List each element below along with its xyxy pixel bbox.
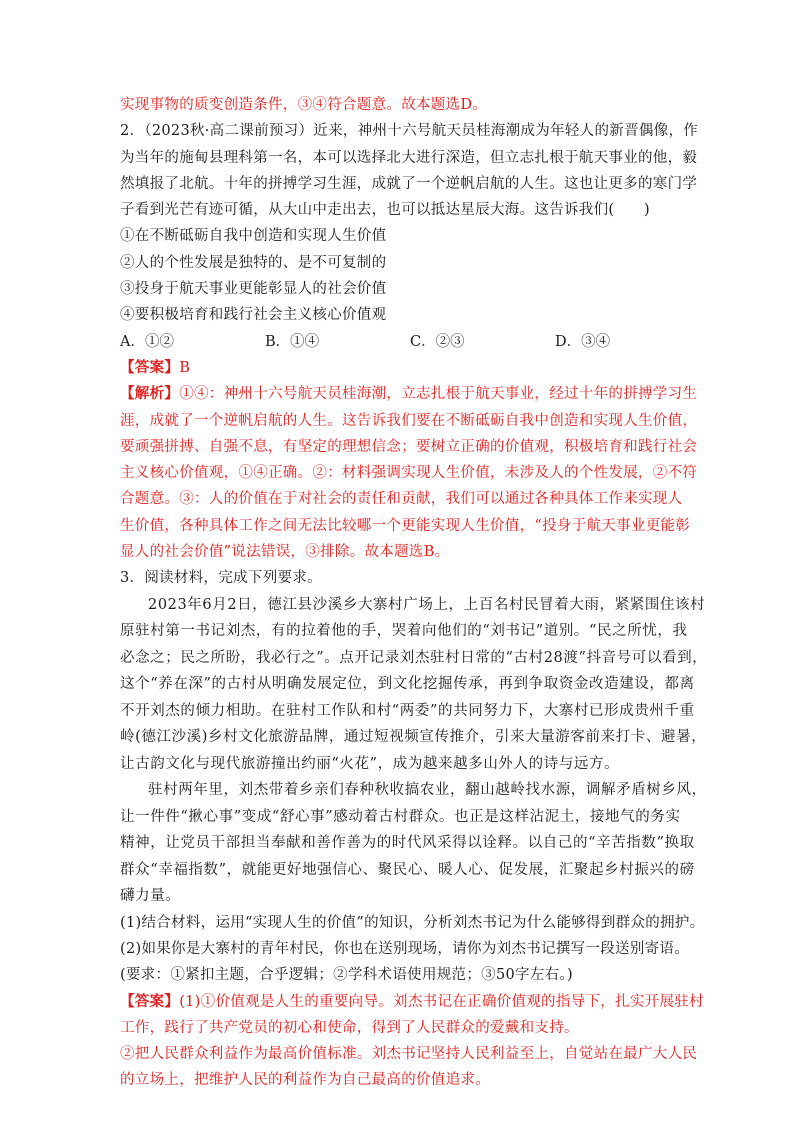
q2-option-a: A．①② bbox=[120, 333, 174, 350]
question-2 bbox=[120, 118, 700, 565]
q2-answer bbox=[120, 355, 700, 381]
q2-analysis-label: 【解析】 bbox=[120, 385, 180, 403]
q3-title: 3．阅读材料，完成下列要求。 bbox=[120, 570, 322, 587]
q3-material-paragraph-1 bbox=[120, 592, 708, 778]
q2-statement: ④要积极培育和践行社会主义核心价值观 bbox=[120, 307, 387, 324]
q2-analysis-line: 合题意。③：人的价值在于对社会的责任和贡献，我们可以通过各种具体工作来实现人 bbox=[120, 491, 683, 508]
q2-analysis-line: 生价值，各种具体工作之间无法比较哪一个更能实现人生价值，“投身于航天事业更能彰 bbox=[120, 517, 691, 534]
q3-answer-line: ②把人民群众利益作为最高价值标准。刘杰书记坚持人民利益至上，自觉站在最广大人民 bbox=[120, 1046, 698, 1063]
q2-analysis-line: 显人的社会价值”说法错误，③排除。故本题选B。 bbox=[120, 544, 450, 561]
q2-stem-line: 为当年的施甸县理科第一名，本可以选择北大进行深造，但立志扎根于航天事业的他，毅 bbox=[120, 149, 698, 166]
material-line: 驻村两年里，刘杰带着乡亲们春种秋收搞农业，翻山越岭找水源，调解矛盾树乡风， bbox=[148, 782, 707, 799]
q2-analysis-line: 【解析】①④：神州十六号航天员桂海潮，立志扎根于航天事业，经过十年的拼搏学习生 bbox=[120, 385, 698, 403]
q3-answer-label: 【答案】 bbox=[120, 992, 180, 1010]
q2-stem-line: 2．（2023秋·高二课前预习）近来，神州十六号航天员桂海潮成为年轻人的新晋偶像，作 bbox=[120, 123, 699, 140]
q3-answer-line: 工作，践行了共产党员的初心和使命，得到了人民群众的爱戴和支持。 bbox=[120, 1019, 579, 1036]
q3-subquestion-1: (1)结合材料，运用“实现人生的价值”的知识，分析刘杰书记为什么能够得到群众的拥护。 bbox=[120, 914, 705, 931]
q3-answer-line: 【答案】(1)①价值观是人生的重要向导。刘杰书记在正确价值观的指导下，扎实开展驻村 bbox=[120, 992, 704, 1010]
material-line: 精神，让党员干部担当奉献和善作善为的时代风采得以诠释。以自己的“辛苦指数”换取 bbox=[120, 835, 695, 852]
q3-requirements: (要求：①紧扣主题，合乎逻辑；②学科术语使用规范；③50字左右。) bbox=[120, 967, 573, 984]
material-line: 岭(德江沙溪)乡村文化旅游品牌，通过短视频宣传推介，引来大量游客前来打卡、避暑， bbox=[120, 729, 707, 746]
q3-subquestion-2: (2)如果你是大寨村的青年村民，你也在送别现场，请你为刘杰书记撰写一段送别寄语。 bbox=[120, 940, 690, 957]
material-line: 必念之；民之所盼，我必行之”。点开记录刘杰驻村日常的“古村28渡”抖音号可以看到， bbox=[120, 649, 708, 666]
q2-statement: ③投身于航天事业更能彰显人的社会价值 bbox=[120, 281, 387, 298]
material-line: 不开刘杰的倾力相助。在驻村工作队和村“两委”的共同努力下，大寨村已形成贵州千重 bbox=[120, 702, 695, 719]
q2-answer-value: B bbox=[179, 359, 191, 376]
question-3 bbox=[120, 565, 708, 1093]
document-page bbox=[120, 92, 708, 1094]
material-line: 原驻村第一书记刘杰，有的拉着他的手，哭着向他们的“刘书记”道别。“民之所忧，我 bbox=[120, 623, 688, 640]
q2-options bbox=[120, 329, 700, 355]
material-line: 群众“幸福指数”，就能更好地强信心、聚民心、暖人心、促发展，汇聚起乡村振兴的磅 bbox=[120, 861, 695, 878]
material-line: 礴力量。 bbox=[120, 888, 181, 905]
q2-stem-line: 子看到光芒有迹可循，从大山中走出去，也可以抵达星辰大海。这告诉我们( ) bbox=[120, 202, 650, 219]
q2-statement: ②人的个性发展是独特的、是不可复制的 bbox=[120, 254, 387, 271]
q2-option-c: C．②③ bbox=[410, 333, 465, 350]
material-line: 让古韵文化与现代旅游撞出约丽“火花”，成为越来越多山外人的诗与远方。 bbox=[120, 755, 620, 772]
q2-analysis-line: 涯，成就了一个逆帆启航的人生。这告诉我们要在不断砥砺自我中创造和实现人生价值， bbox=[120, 412, 698, 429]
q3-answer-line: 的立场上，把维护人民的利益作为自己最高的价值追求。 bbox=[120, 1072, 490, 1089]
material-line: 2023年6月2日，德江县沙溪乡大寨村广场上，上百名村民冒着大雨，紧紧围住该村 bbox=[148, 596, 706, 613]
material-line: 这个“养在深”的古村从明确发展定位，到文化挖掘传承，再到争取资金改造建设，都离 bbox=[120, 676, 695, 693]
q2-answer-label: 【答案】 bbox=[120, 358, 180, 376]
q2-stem-line: 然填报了北航。十年的拼搏学习生涯，成就了一个逆帆启航的人生。这也让更多的寒门学 bbox=[120, 175, 698, 192]
q2-statement: ①在不断砥砺自我中创造和实现人生价值 bbox=[120, 228, 387, 245]
q3-material-paragraph-2 bbox=[120, 777, 707, 910]
previous-answer-tail: 实现事物的质变创造条件，③④符合题意。故本题选D。 bbox=[120, 97, 488, 113]
q2-option-b: B．①④ bbox=[265, 333, 320, 350]
q2-analysis-line: 要顽强拼搏、自强不息，有坚定的理想信念；要树立正确的价值观，积极培育和践行社会 bbox=[120, 438, 698, 455]
material-line: 让一件件“揪心事”变成“舒心事”感动着古村群众。也正是这样沾泥土，接地气的务实 bbox=[120, 808, 681, 825]
q2-analysis-line: 主义核心价值观，①④正确。②：材料强调实现人生价值，未涉及人的个性发展，②不符 bbox=[120, 465, 698, 482]
q2-option-d: D．③④ bbox=[555, 333, 611, 350]
